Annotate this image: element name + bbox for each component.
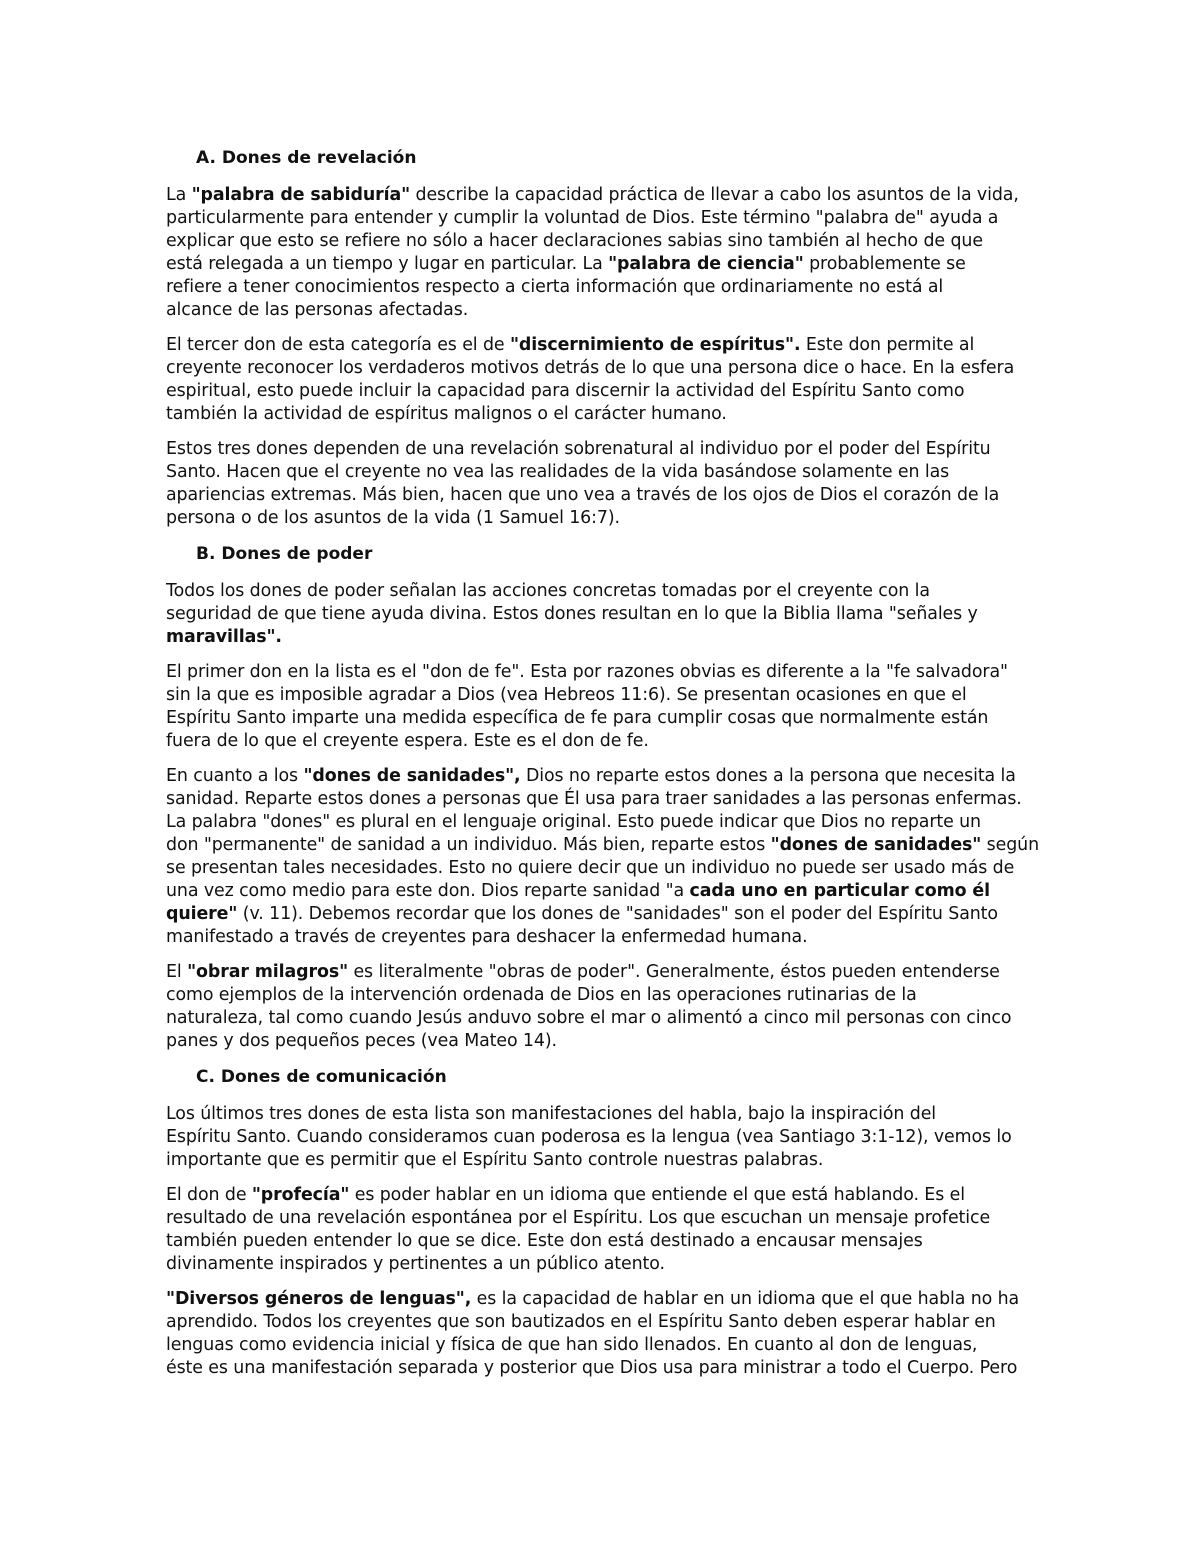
text-line: está relegada a un tiempo y lugar en particular. La "palabra de ciencia" probablemente se bbox=[166, 254, 966, 274]
text-line: Todos los dones de poder señalan las acciones concretas tomadas por el creyente con la bbox=[166, 581, 930, 601]
text-line: resultado de una revelación espontánea por el Espíritu. Los que escuchan un mensaje profetice bbox=[166, 1208, 991, 1228]
text-line: importante que es permitir que el Espíritu Santo controle nuestras palabras. bbox=[166, 1150, 824, 1170]
text-line: divinamente inspirados y pertinentes a un público atento. bbox=[166, 1254, 665, 1274]
paragraph-discernimiento bbox=[166, 334, 1046, 426]
text-line: Espíritu Santo imparte una medida específica de fe para cumplir cosas que normalmente están bbox=[166, 708, 989, 728]
section-heading-comunicacion: C. Dones de comunicación bbox=[196, 1067, 447, 1087]
text-line: aprendido. Todos los creyentes que son bautizados en el Espíritu Santo deben esperar hablar en bbox=[166, 1312, 996, 1332]
text-line: como ejemplos de la intervención ordenada de Dios en las operaciones rutinarias de la bbox=[166, 985, 917, 1005]
text-line: La palabra "dones" es plural en el lenguaje original. Esto puede indicar que Dios no reparte un bbox=[166, 812, 981, 832]
text-line: maravillas". bbox=[166, 627, 282, 647]
text-line: una vez como medio para este don. Dios reparte sanidad "a cada uno en particular como él bbox=[166, 881, 990, 901]
text-line: quiere" (v. 11). Debemos recordar que los dones de "sanidades" son el poder del Espíritu Santo bbox=[166, 904, 998, 924]
paragraph-dones-habla bbox=[166, 1103, 1046, 1172]
text-line: El "obrar milagros" es literalmente "obras de poder". Generalmente, éstos pueden entenderse bbox=[166, 962, 1000, 982]
text-line: explicar que esto se refiere no sólo a hacer declaraciones sabias sino también al hecho de que bbox=[166, 231, 983, 251]
text-line: seguridad de que tiene ayuda divina. Estos dones resultan en lo que la Biblia llama "señales y bbox=[166, 604, 978, 624]
paragraph-profecia bbox=[166, 1184, 1046, 1276]
text-line: se presentan tales necesidades. Esto no quiere decir que un individuo no puede ser usado más de bbox=[166, 858, 1015, 878]
document-page bbox=[166, 146, 1046, 1392]
text-line: Espíritu Santo. Cuando consideramos cuan poderosa es la lengua (vea Santiago 3:1-12), vemos lo bbox=[166, 1127, 1012, 1147]
text-line: fuera de lo que el creyente espera. Este es el don de fe. bbox=[166, 731, 649, 751]
paragraph-don-de-fe bbox=[166, 661, 1046, 753]
paragraph-dones-sanidades bbox=[166, 765, 1046, 949]
section-heading-revelacion: A. Dones de revelación bbox=[196, 148, 417, 168]
text-line: persona o de los asuntos de la vida (1 Samuel 16:7). bbox=[166, 508, 620, 528]
text-line: La "palabra de sabiduría" describe la capacidad práctica de llevar a cabo los asuntos de la vida, bbox=[166, 185, 1019, 205]
text-line: también la actividad de espíritus malignos o el carácter humano. bbox=[166, 404, 727, 424]
text-line: refiere a tener conocimientos respecto a cierta información que ordinariamente no está al bbox=[166, 277, 944, 297]
text-line: El primer don en la lista es el "don de fe". Esta por razones obvias es diferente a la "fe salvadora" bbox=[166, 662, 1008, 682]
paragraph-dones-poder bbox=[166, 580, 1046, 649]
text-line: El tercer don de esta categoría es el de "discernimiento de espíritus". Este don permite al bbox=[166, 335, 975, 355]
text-line: apariencias extremas. Más bien, hacen que uno vea a través de los ojos de Dios el corazón de la bbox=[166, 485, 1000, 505]
text-line: Estos tres dones dependen de una revelación sobrenatural al individuo por el poder del Espíritu bbox=[166, 439, 991, 459]
paragraph-tres-dones bbox=[166, 438, 1046, 530]
text-line: Los últimos tres dones de esta lista son manifestaciones del habla, bajo la inspiración del bbox=[166, 1104, 937, 1124]
text-line: "Diversos géneros de lenguas", es la capacidad de hablar en un idioma que el que habla no ha bbox=[166, 1289, 1020, 1309]
text-line: El don de "profecía" es poder hablar en un idioma que entiende el que está hablando. Es el bbox=[166, 1185, 965, 1205]
text-line: éste es una manifestación separada y posterior que Dios usa para ministrar a todo el Cuerpo. Pero bbox=[166, 1358, 1018, 1378]
text-line: sin la que es imposible agradar a Dios (vea Hebreos 11:6). Se presentan ocasiones en que el bbox=[166, 685, 967, 705]
text-line: naturaleza, tal como cuando Jesús anduvo sobre el mar o alimentó a cinco mil personas con cinco bbox=[166, 1008, 1012, 1028]
section-heading-poder: B. Dones de poder bbox=[196, 544, 373, 564]
text-line: particularmente para entender y cumplir la voluntad de Dios. Este término "palabra de" ayuda a bbox=[166, 208, 999, 228]
text-line: En cuanto a los "dones de sanidades", Dios no reparte estos dones a la persona que necesita la bbox=[166, 766, 1016, 786]
text-line: don "permanente" de sanidad a un individuo. Más bien, reparte estos "dones de sanidades" según bbox=[166, 835, 1040, 855]
paragraph-lenguas bbox=[166, 1288, 1046, 1380]
text-line: manifestado a través de creyentes para deshacer la enfermedad humana. bbox=[166, 927, 808, 947]
text-line: también pueden entender lo que se dice. Este don está destinado a encausar mensajes bbox=[166, 1231, 923, 1251]
text-line: sanidad. Reparte estos dones a personas que Él usa para traer sanidades a las personas enfermas. bbox=[166, 789, 1022, 809]
text-line: creyente reconocer los verdaderos motivos detrás de lo que una persona dice o hace. En la esfera bbox=[166, 358, 1015, 378]
text-line: Santo. Hacen que el creyente no vea las realidades de la vida basándose solamente en las bbox=[166, 462, 950, 482]
text-line: lenguas como evidencia inicial y física de que han sido llenados. En cuanto al don de lenguas, bbox=[166, 1335, 978, 1355]
paragraph-obrar-milagros bbox=[166, 961, 1046, 1053]
paragraph-palabra-sabiduria bbox=[166, 184, 1046, 322]
text-line: alcance de las personas afectadas. bbox=[166, 300, 469, 320]
text-line: panes y dos pequeños peces (vea Mateo 14). bbox=[166, 1031, 557, 1051]
text-line: espiritual, esto puede incluir la capacidad para discernir la actividad del Espíritu Santo como bbox=[166, 381, 965, 401]
